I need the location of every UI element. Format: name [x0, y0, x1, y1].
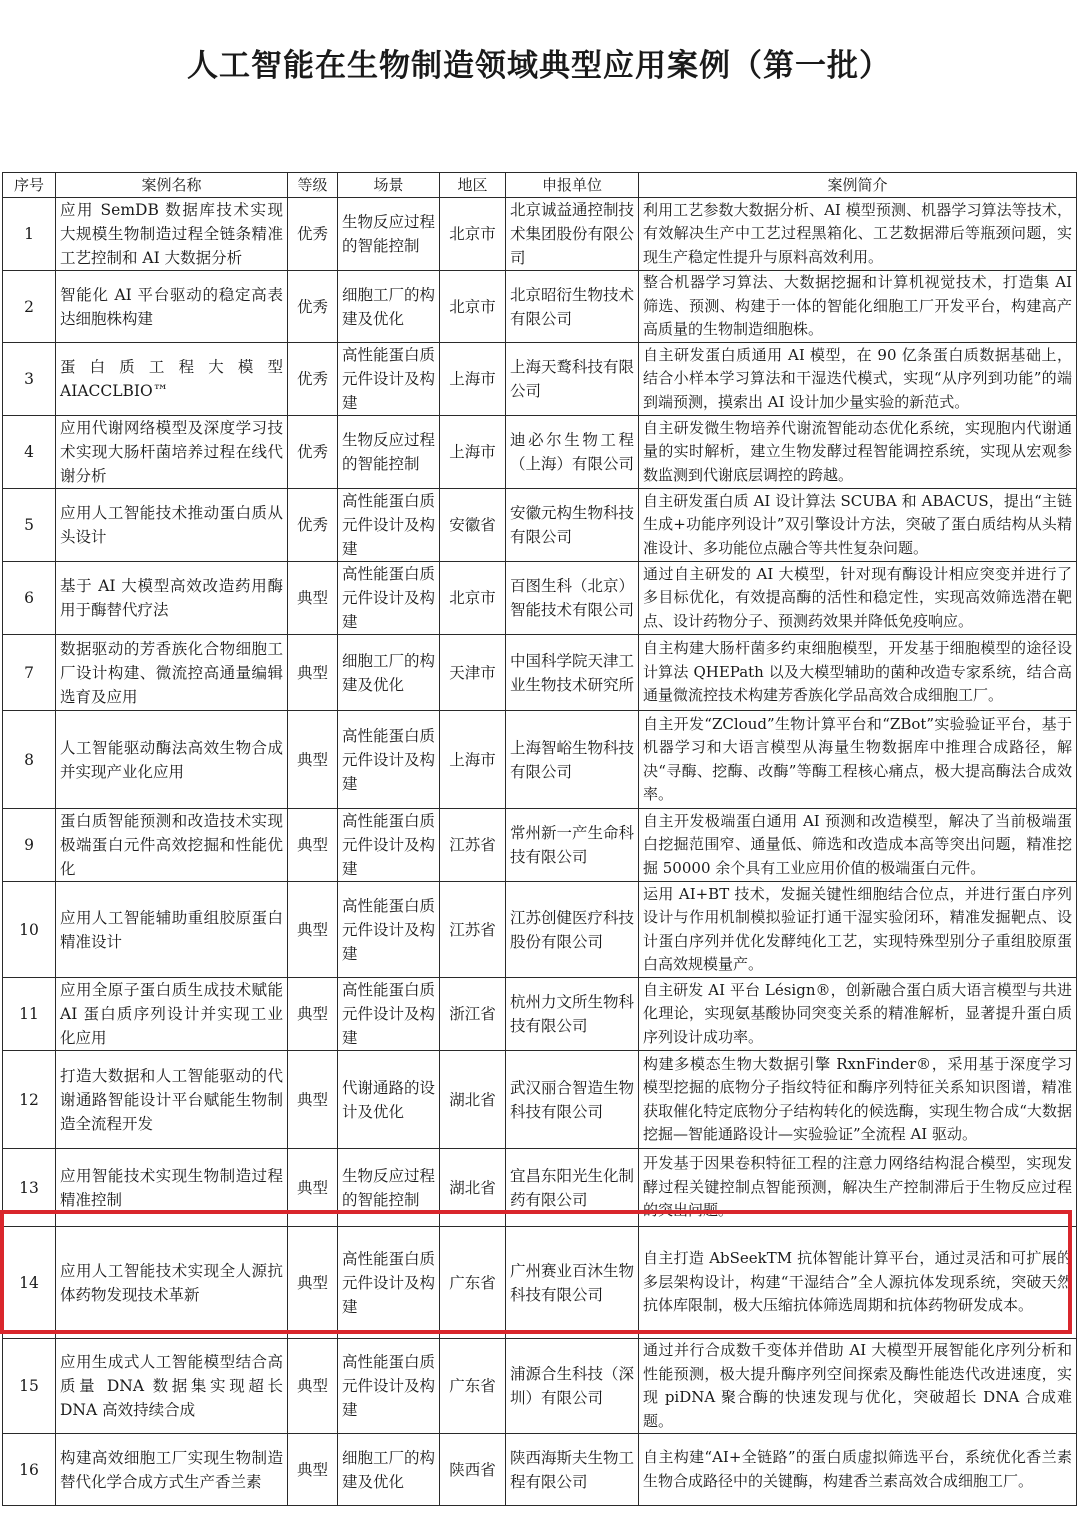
cell-no: 9 — [3, 809, 56, 882]
cell-desc: 自主构建大肠杆菌多约束细胞模型，开发基于细胞模型的途径设计算法 QHEPath 以及大模型辅助的菌种改造专家系统，结合高通量微流控技术构建芳香族化学品高效合成细胞工厂。 — [639, 635, 1077, 711]
header-scene: 场景 — [338, 173, 440, 198]
cell-region: 北京市 — [440, 271, 506, 343]
cell-desc: 通过并行合成数千变体并借助 AI 大模型开展智能化序列分析和性能预测，极大提升酶序列空间探索及酶性能迭代改进速度，实现 piDNA 聚合酶的快速发现与优化，突破超长 DNA 合成难题。 — [639, 1339, 1077, 1434]
cell-no: 5 — [3, 489, 56, 562]
cell-region: 北京市 — [440, 198, 506, 271]
cell-scene: 高性能蛋白质元件设计及构建 — [338, 343, 440, 416]
cell-no: 2 — [3, 271, 56, 343]
cell-region: 江苏省 — [440, 809, 506, 882]
cell-name: 蛋白质工程大模型 AIACCLBIO™ — [56, 343, 288, 416]
header-name: 案例名称 — [56, 173, 288, 198]
cell-scene: 高性能蛋白质元件设计及构建 — [338, 1227, 440, 1339]
cell-region: 浙江省 — [440, 978, 506, 1051]
cell-name: 蛋白质智能预测和改造技术实现极端蛋白元件高效挖掘和性能优化 — [56, 809, 288, 882]
cell-no: 10 — [3, 882, 56, 978]
cell-name: 数据驱动的芳香族化合物细胞工厂设计构建、微流控高通量编辑选育及应用 — [56, 635, 288, 711]
cell-level: 优秀 — [288, 198, 338, 271]
cell-unit: 北京昭衍生物技术有限公司 — [506, 271, 639, 343]
cell-scene: 高性能蛋白质元件设计及构建 — [338, 489, 440, 562]
cell-unit: 杭州力文所生物科技有限公司 — [506, 978, 639, 1051]
cell-unit: 中国科学院天津工业生物技术研究所 — [506, 635, 639, 711]
cell-scene: 高性能蛋白质元件设计及构建 — [338, 711, 440, 809]
cell-name: 人工智能驱动酶法高效生物合成并实现产业化应用 — [56, 711, 288, 809]
table-row — [3, 1434, 1077, 1506]
cell-name: 应用 SemDB 数据库技术实现大规模生物制造过程全链条精准工艺控制和 AI 大数据分析 — [56, 198, 288, 271]
header-desc: 案例简介 — [639, 173, 1077, 198]
cell-unit: 上海天鹜科技有限公司 — [506, 343, 639, 416]
cell-unit: 北京诚益通控制技术集团股份有限公司 — [506, 198, 639, 271]
cell-name: 应用智能技术实现生物制造过程精准控制 — [56, 1149, 288, 1227]
cell-no: 8 — [3, 711, 56, 809]
table-row — [3, 1051, 1077, 1149]
table-row — [3, 416, 1077, 489]
table-row — [3, 635, 1077, 711]
cell-level: 典型 — [288, 1339, 338, 1434]
table-row — [3, 1339, 1077, 1434]
cell-name: 构建高效细胞工厂实现生物制造替代化学合成方式生产香兰素 — [56, 1434, 288, 1506]
table-row — [3, 809, 1077, 882]
cell-unit: 浦源合生科技（深圳）有限公司 — [506, 1339, 639, 1434]
cell-level: 典型 — [288, 1149, 338, 1227]
cell-no: 16 — [3, 1434, 56, 1506]
cell-no: 15 — [3, 1339, 56, 1434]
cell-unit: 武汉丽合智造生物科技有限公司 — [506, 1051, 639, 1149]
cell-scene: 代谢通路的设计及优化 — [338, 1051, 440, 1149]
cell-name: 应用人工智能技术实现全人源抗体药物发现技术革新 — [56, 1227, 288, 1339]
cell-scene: 高性能蛋白质元件设计及构建 — [338, 809, 440, 882]
cell-region: 广东省 — [440, 1339, 506, 1434]
cell-scene: 生物反应过程的智能控制 — [338, 416, 440, 489]
cell-scene: 高性能蛋白质元件设计及构建 — [338, 882, 440, 978]
cell-desc: 自主开发极端蛋白通用 AI 预测和改造模型，解决了当前极端蛋白挖掘范围窄、通量低、筛选和改造成本高等突出问题，精准挖掘 50000 余个具有工业应用价值的极端蛋白元件。 — [639, 809, 1077, 882]
cell-name: 应用生成式人工智能模型结合高质量 DNA 数据集实现超长 DNA 高效持续合成 — [56, 1339, 288, 1434]
cell-scene: 细胞工厂的构建及优化 — [338, 271, 440, 343]
highlight-box — [0, 1210, 1072, 1334]
cell-region: 上海市 — [440, 343, 506, 416]
cell-region: 广东省 — [440, 1227, 506, 1339]
cell-level: 典型 — [288, 978, 338, 1051]
cell-scene: 生物反应过程的智能控制 — [338, 198, 440, 271]
cell-name: 应用代谢网络模型及深度学习技术实现大肠杆菌培养过程在线代谢分析 — [56, 416, 288, 489]
cell-desc: 构建多模态生物大数据引擎 RxnFinder®，采用基于深度学习模型挖掘的底物分子指纹特征和酶序列特征关系知识图谱，精准获取催化特定底物分子结构转化的候选酶，实现生物合成“大数据挖掘—智能通路设计—实验验证”全流程 AI 驱动。 — [639, 1051, 1077, 1149]
cell-region: 湖北省 — [440, 1149, 506, 1227]
table-header-row — [3, 173, 1077, 198]
cell-level: 典型 — [288, 1434, 338, 1506]
cell-region: 湖北省 — [440, 1051, 506, 1149]
cell-no: 12 — [3, 1051, 56, 1149]
cell-no: 4 — [3, 416, 56, 489]
cell-region: 上海市 — [440, 416, 506, 489]
cell-unit: 江苏创健医疗科技股份有限公司 — [506, 882, 639, 978]
cell-level: 典型 — [288, 809, 338, 882]
cell-level: 典型 — [288, 882, 338, 978]
header-unit: 申报单位 — [506, 173, 639, 198]
cell-no: 1 — [3, 198, 56, 271]
cell-no: 7 — [3, 635, 56, 711]
cell-unit: 迪必尔生物工程（上海）有限公司 — [506, 416, 639, 489]
cell-desc: 运用 AI+BT 技术，发掘关键性细胞结合位点，并进行蛋白序列设计与作用机制模拟验证打通干湿实验闭环，精准发掘靶点、设计蛋白序列并优化发酵纯化工艺，实现特殊型别分子重组胶原蛋白高效规模量产。 — [639, 882, 1077, 978]
cell-name: 打造大数据和人工智能驱动的代谢通路智能设计平台赋能生物制造全流程开发 — [56, 1051, 288, 1149]
table-row — [3, 882, 1077, 978]
header-no: 序号 — [3, 173, 56, 198]
cell-scene: 高性能蛋白质元件设计及构建 — [338, 978, 440, 1051]
cell-region: 北京市 — [440, 562, 506, 635]
table-row — [3, 711, 1077, 809]
cell-desc: 自主打造 AbSeekTM 抗体智能计算平台，通过灵活和可扩展的多层架构设计，构建“干湿结合”全人源抗体发现系统，突破天然抗体库限制，极大压缩抗体筛选周期和抗体药物研发成本。 — [639, 1227, 1077, 1339]
page-title: 人工智能在生物制造领域典型应用案例（第一批） — [187, 48, 891, 84]
cell-region: 陕西省 — [440, 1434, 506, 1506]
cell-unit: 陕西海斯夫生物工程有限公司 — [506, 1434, 639, 1506]
cell-scene: 高性能蛋白质元件设计及构建 — [338, 562, 440, 635]
cell-no: 14 — [3, 1227, 56, 1339]
cell-unit: 百图生科（北京）智能技术有限公司 — [506, 562, 639, 635]
cell-scene: 生物反应过程的智能控制 — [338, 1149, 440, 1227]
cell-desc: 自主构建“AI+全链路”的蛋白质虚拟筛选平台，系统优化香兰素生物合成路径中的关键酶，构建香兰素高效合成细胞工厂。 — [639, 1434, 1077, 1506]
cell-desc: 自主研发蛋白质 AI 设计算法 SCUBA 和 ABACUS，提出“主链生成+功能序列设计”双引擎设计方法，突破了蛋白质结构从头精准设计、多功能位点融合等共性复杂问题。 — [639, 489, 1077, 562]
cell-no: 6 — [3, 562, 56, 635]
header-level: 等级 — [288, 173, 338, 198]
cell-desc: 通过自主研发的 AI 大模型，针对现有酶设计相应突变并进行了多目标优化，有效提高酶的活性和稳定性，实现高效筛选潜在靶点、设计药物分子、预测药效果并降低免疫响应。 — [639, 562, 1077, 635]
table-row — [3, 198, 1077, 271]
cell-region: 上海市 — [440, 711, 506, 809]
table-row — [3, 489, 1077, 562]
cell-level: 典型 — [288, 1051, 338, 1149]
table-row — [3, 562, 1077, 635]
cell-name: 智能化 AI 平台驱动的稳定高表达细胞株构建 — [56, 271, 288, 343]
header-region: 地区 — [440, 173, 506, 198]
cell-level: 典型 — [288, 1227, 338, 1339]
cell-desc: 自主研发蛋白质通用 AI 模型，在 90 亿条蛋白质数据基础上，结合小样本学习算法和干湿迭代模式，实现“从序列到功能”的端到端预测，摸索出 AI 设计加少量实验的新范式。 — [639, 343, 1077, 416]
cell-unit: 上海智峪生物科技有限公司 — [506, 711, 639, 809]
cell-desc: 整合机器学习算法、大数据挖掘和计算机视觉技术，打造集 AI 筛选、预测、构建于一体的智能化细胞工厂开发平台，构建高产高质量的生物制造细胞株。 — [639, 271, 1077, 343]
cell-desc: 利用工艺参数大数据分析、AI 模型预测、机器学习算法等技术，有效解决生产中工艺过程黑箱化、工艺数据滞后等瓶颈问题，实现生产稳定性提升与原料高效利用。 — [639, 198, 1077, 271]
cell-no: 13 — [3, 1149, 56, 1227]
cell-unit: 广州赛业百沐生物科技有限公司 — [506, 1227, 639, 1339]
cell-level: 优秀 — [288, 489, 338, 562]
cell-scene: 高性能蛋白质元件设计及构建 — [338, 1339, 440, 1434]
cell-desc: 自主研发微生物培养代谢流智能动态优化系统，实现胞内代谢通量的实时解析，建立生物发酵过程智能调控系统，实现从宏观参数监测到代谢底层调控的跨越。 — [639, 416, 1077, 489]
cell-level: 典型 — [288, 635, 338, 711]
cell-level: 典型 — [288, 711, 338, 809]
cell-level: 典型 — [288, 562, 338, 635]
table-row — [3, 343, 1077, 416]
cell-desc: 自主研发 AI 平台 Lésign®，创新融合蛋白质大语言模型与共进化理论，实现氨基酸协同突变关系的精准解析，显著提升蛋白质序列设计成功率。 — [639, 978, 1077, 1051]
cell-unit: 安徽元构生物科技有限公司 — [506, 489, 639, 562]
table-row — [3, 271, 1077, 343]
cell-region: 安徽省 — [440, 489, 506, 562]
cell-name: 应用人工智能技术推动蛋白质从头设计 — [56, 489, 288, 562]
table-row — [3, 978, 1077, 1051]
cell-unit: 宜昌东阳光生化制药有限公司 — [506, 1149, 639, 1227]
cell-name: 应用人工智能辅助重组胶原蛋白精准设计 — [56, 882, 288, 978]
cell-desc: 自主开发“ZCloud”生物计算平台和“ZBot”实验验证平台，基于机器学习和大语言模型从海量生物数据库中推理合成路径，解决“寻酶、挖酶、改酶”等酶工程核心痛点，极大提高酶法合成效率。 — [639, 711, 1077, 809]
cell-no: 11 — [3, 978, 56, 1051]
cell-scene: 细胞工厂的构建及优化 — [338, 1434, 440, 1506]
cell-level: 优秀 — [288, 343, 338, 416]
cell-level: 优秀 — [288, 271, 338, 343]
cell-name: 应用全原子蛋白质生成技术赋能 AI 蛋白质序列设计并实现工业化应用 — [56, 978, 288, 1051]
cell-region: 江苏省 — [440, 882, 506, 978]
cell-region: 天津市 — [440, 635, 506, 711]
cell-scene: 细胞工厂的构建及优化 — [338, 635, 440, 711]
cell-level: 优秀 — [288, 416, 338, 489]
cell-desc: 开发基于因果卷积特征工程的注意力网络结构混合模型，实现发酵过程关键控制点智能预测，解决生产控制滞后于生物反应过程的突出问题。 — [639, 1149, 1077, 1227]
cell-unit: 常州新一产生命科技有限公司 — [506, 809, 639, 882]
cell-no: 3 — [3, 343, 56, 416]
cell-name: 基于 AI 大模型高效改造药用酶用于酶替代疗法 — [56, 562, 288, 635]
